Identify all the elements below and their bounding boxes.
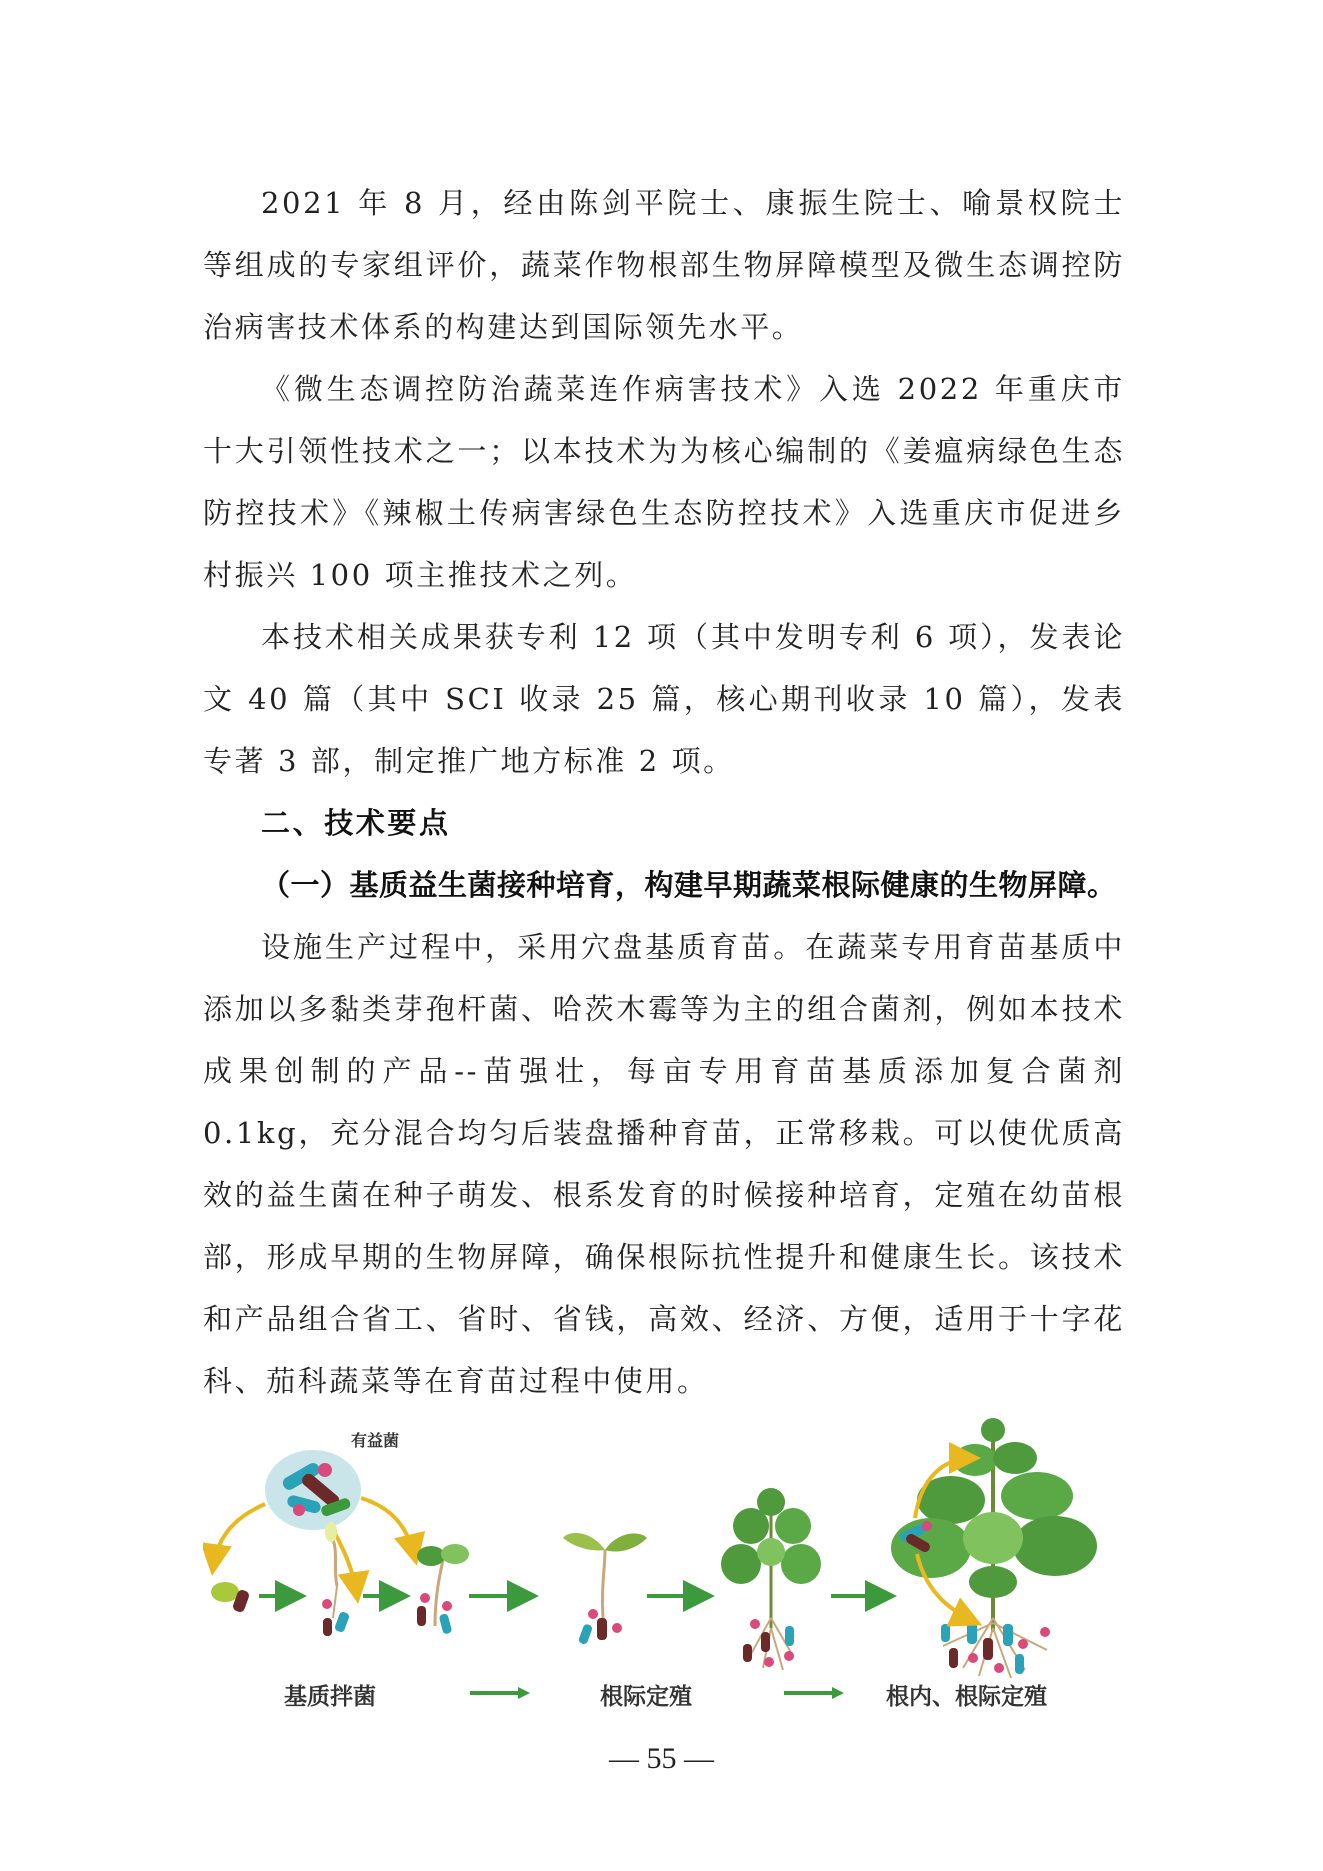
mature-plant-icon	[891, 1418, 1097, 1678]
bacteria-label: 有益菌	[351, 1431, 400, 1450]
caption-rhizosphere-colonization: 根际定殖	[600, 1684, 692, 1710]
paragraph-awards: 《微生态调控防治蔬菜连作病害技术》入选 2022 年重庆市十大引领性技术之一；以本技术为为核心编制的《姜瘟病绿色生态防控技术》《辣椒土传病害绿色生态防控技术》入选重庆市促进乡村振兴 100 项主推技术之列。	[203, 372, 1125, 592]
caption-arrow-icon	[782, 1686, 846, 1700]
paragraph-achievements: 本技术相关成果获专利 12 项（其中发明专利 6 项），发表论文 40 篇（其中 SCI 收录 25 篇，核心期刊收录 10 篇），发表专著 3 部，制定推广地方标准 2 项。	[203, 620, 1125, 778]
caption-substrate-mixing: 基质拌菌	[284, 1684, 376, 1710]
caption-arrow-icon	[468, 1686, 532, 1700]
page-number: — 55 —	[609, 1742, 714, 1775]
bacteria-cluster-icon	[265, 1450, 361, 1530]
seed-icon	[211, 1582, 250, 1613]
caption-endophytic-colonization: 根内、根际定殖	[886, 1684, 1047, 1710]
paragraph-expert-evaluation: 2021 年 8 月，经由陈剑平院士、康振生院士、喻景权院士等组成的专家组评价，蔬菜作物根部生物屏障模型及微生态调控防治病害技术体系的构建达到国际领先水平。	[203, 186, 1125, 344]
paragraph-method: 设施生产过程中，采用穴盘基质育苗。在蔬菜专用育苗基质中添加以多黏类芽孢杆菌、哈茨木霉等为主的组合菌剂，例如本技术成果创制的产品--苗强壮，每亩专用育苗基质添加复合菌剂 0.1kg，充分混合均匀后装盘播种育苗，正常移栽。可以使优质高效的益生菌在种子萌发、根系发育的时候接种培育，定殖在幼苗根部，形成早期的生物屏障，确保根际抗性提升和健康生长。该技术和产品组合省工、省时、省钱，高效、经济、方便，适用于十字花科、茄科蔬菜等在育苗过程中使用。	[203, 930, 1125, 1398]
yellow-arrow-icon	[361, 1498, 415, 1558]
two-leaf-seedling-icon	[417, 1544, 469, 1635]
cotyledon-seedling-icon	[563, 1533, 647, 1645]
yellow-arrow-icon	[213, 1504, 265, 1568]
subsection-heading: （一）基质益生菌接种培育，构建早期蔬菜根际健康的生物屏障。	[261, 868, 1117, 902]
section-heading: 二、技术要点	[261, 806, 451, 840]
process-figure	[203, 1418, 1125, 1718]
process-illustration	[203, 1418, 1125, 1678]
young-plant-icon	[721, 1488, 821, 1670]
body-text	[203, 172, 1125, 1412]
